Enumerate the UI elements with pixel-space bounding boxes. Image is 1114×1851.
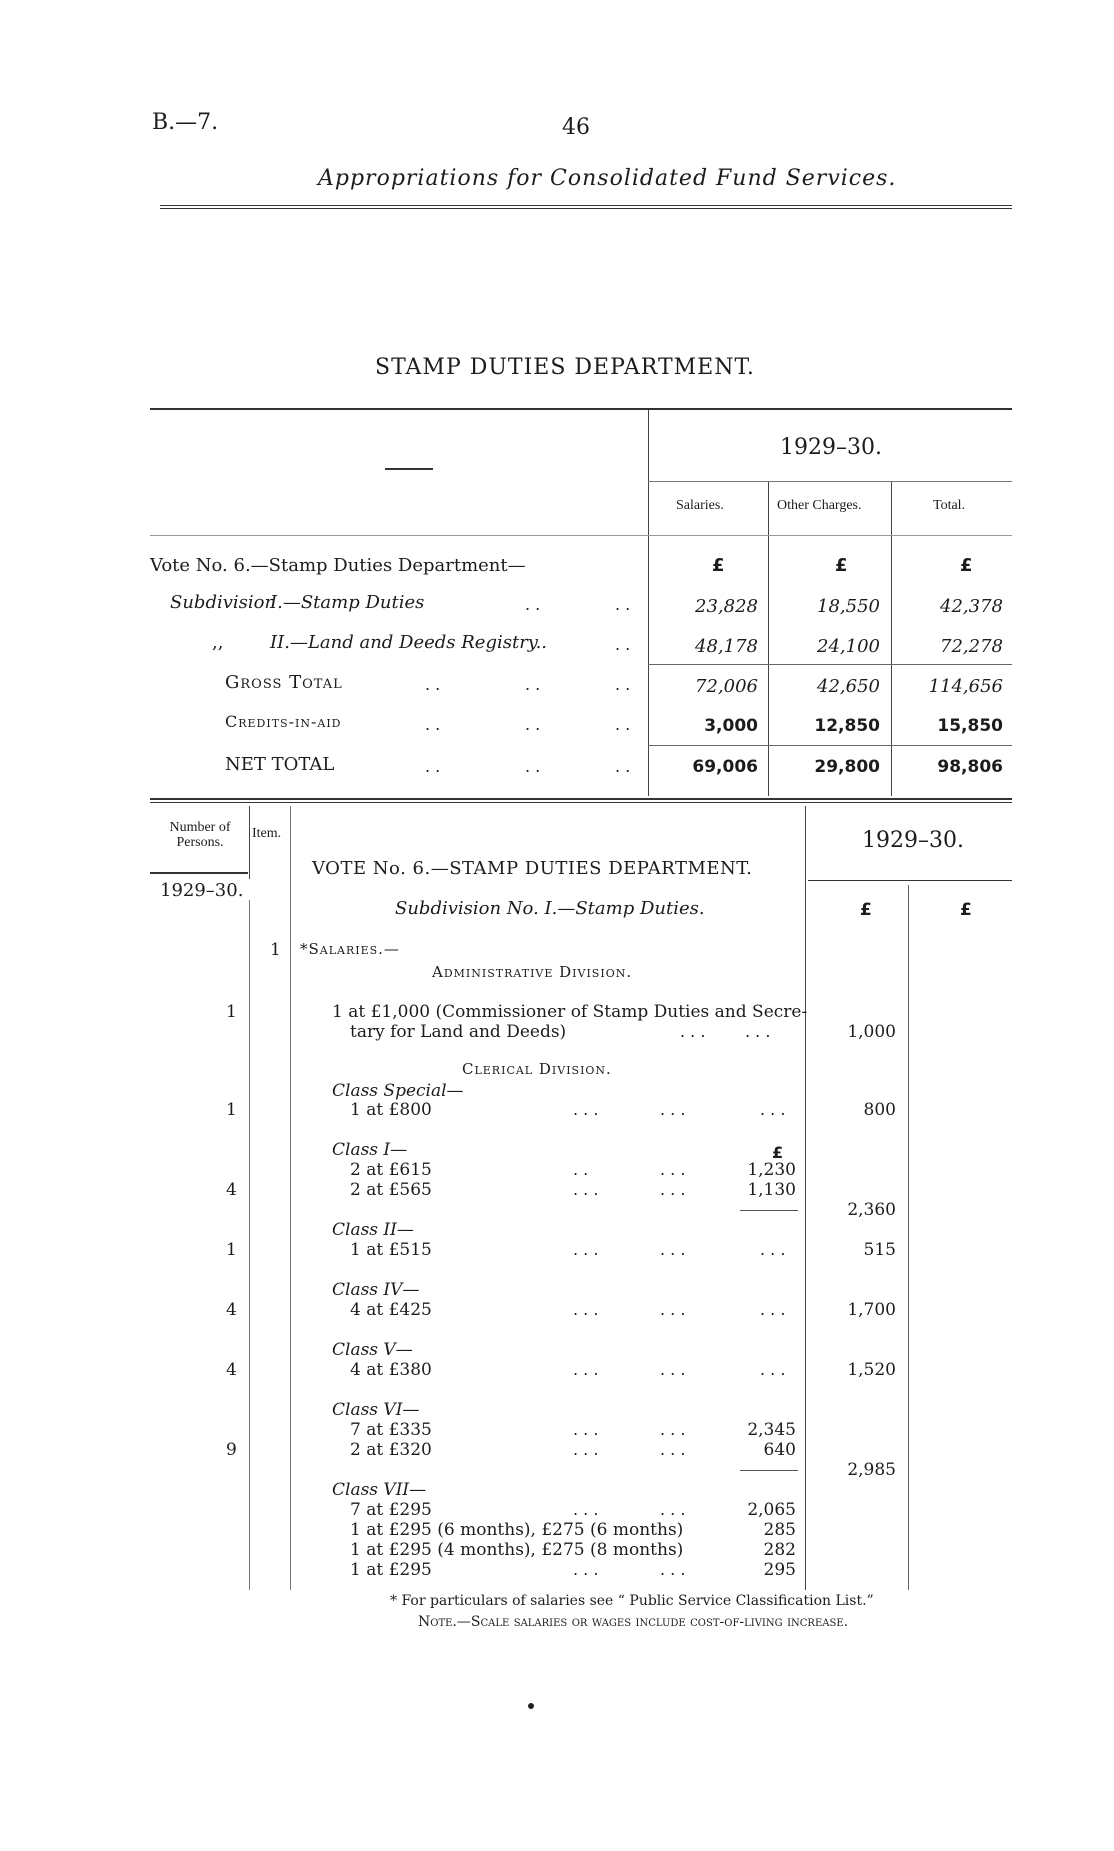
row-subdivision-2-label: II.—Land and Deeds Registry.. — [270, 632, 548, 653]
currency-salaries: £ — [712, 555, 725, 576]
col-header-salaries: Salaries. — [676, 498, 724, 513]
row-gross-total-label: Gross Total — [225, 672, 343, 693]
footnote-scale: Note.—Scale salaries or wages include cost-of-living increase. — [418, 1614, 849, 1630]
row-subdivision-1-label: I.—Stamp Duties — [270, 592, 425, 613]
commissioner-persons: 1 — [226, 1002, 237, 1022]
class-special-amount: 800 — [863, 1100, 896, 1120]
class-iv-name: Class IV— — [332, 1280, 420, 1300]
class-vi-line-1: 7 at £335 — [350, 1420, 432, 1440]
class-vii-line-1: 7 at £295 — [350, 1500, 432, 1520]
class-vi-line-2-sub: 640 — [763, 1440, 796, 1460]
class-i-line-2-sub: 1,130 — [747, 1180, 796, 1200]
commissioner-line-2: tary for Land and Deeds) — [350, 1022, 567, 1042]
class-vii-line-1-sub: 2,065 — [747, 1500, 796, 1520]
class-special-persons: 1 — [226, 1100, 237, 1120]
page-ref: B.—7. — [152, 110, 219, 135]
class-iv-persons: 4 — [226, 1300, 237, 1320]
commissioner-line-1: 1 at £1,000 (Commissioner of Stamp Duties and Secre- — [332, 1002, 808, 1022]
class-special-name: Class Special— — [332, 1081, 464, 1101]
class-i-persons: 4 — [226, 1180, 237, 1200]
class-special-line: 1 at £800 — [350, 1100, 432, 1120]
row-subdivision-1-other: 18,550 — [817, 596, 880, 617]
row-gross-total-salaries: 72,006 — [695, 676, 758, 697]
row-credits-salaries: 3,000 — [704, 716, 758, 736]
class-i-line-2: 2 at £565 — [350, 1180, 432, 1200]
item-number: 1 — [270, 940, 281, 960]
col-header-total: Total. — [933, 498, 966, 513]
class-vi-name: Class VI— — [332, 1400, 420, 1420]
class-iv-amount: 1,700 — [847, 1300, 896, 1320]
class-ii-name: Class II— — [332, 1220, 414, 1240]
row-subdivision-2-salaries: 48,178 — [695, 636, 758, 657]
row-subdivision-1-salaries: 23,828 — [695, 596, 758, 617]
currency-total: £ — [960, 555, 973, 576]
class-v-persons: 4 — [226, 1360, 237, 1380]
row-subdivision-1-prefix: Subdivision — [170, 592, 277, 613]
department-title: STAMP DUTIES DEPARTMENT. — [375, 355, 755, 380]
page-mark — [528, 1703, 534, 1709]
class-i-name: Class I— — [332, 1140, 408, 1160]
class-vii-name: Class VII— — [332, 1480, 427, 1500]
detail-currency-1: £ — [860, 900, 872, 920]
col-year-right: 1929–30. — [862, 828, 964, 853]
row-net-total-other: 29,800 — [814, 757, 880, 777]
vote-heading: VOTE No. 6.—STAMP DUTIES DEPARTMENT. — [312, 858, 753, 879]
detail-currency-2: £ — [960, 900, 972, 920]
vote-title: Vote No. 6.—Stamp Duties Department— — [150, 555, 526, 576]
class-vi-line-1-sub: 2,345 — [747, 1420, 796, 1440]
row-subdivision-1-total: 42,378 — [940, 596, 1003, 617]
class-vii-line-3: 1 at £295 (4 months), £275 (8 months) — [350, 1540, 684, 1560]
class-v-amount: 1,520 — [847, 1360, 896, 1380]
row-net-total-label: NET TOTAL — [225, 754, 335, 775]
col-number-of-persons: Number of Persons. — [169, 820, 231, 850]
class-vi-persons: 9 — [226, 1440, 237, 1460]
class-i-line-1-sub: 1,230 — [747, 1160, 796, 1180]
class-ii-amount: 515 — [863, 1240, 896, 1260]
class-v-line: 4 at £380 — [350, 1360, 432, 1380]
class-iv-line: 4 at £425 — [350, 1300, 432, 1320]
class-ii-line: 1 at £515 — [350, 1240, 432, 1260]
row-credits-other: 12,850 — [814, 716, 880, 736]
row-credits-label: Credits-in-aid — [225, 712, 342, 731]
row-gross-total-other: 42,650 — [817, 676, 880, 697]
class-vii-line-2-sub: 285 — [763, 1520, 796, 1540]
footnote-salaries: * For particulars of salaries see “ Public Service Classification List.” — [390, 1593, 874, 1609]
class-vi-line-2: 2 at £320 — [350, 1440, 432, 1460]
page-number: 46 — [562, 115, 590, 140]
class-vii-line-2: 1 at £295 (6 months), £275 (6 months) — [350, 1520, 684, 1540]
admin-division: Administrative Division. — [432, 963, 633, 981]
currency-other: £ — [835, 555, 848, 576]
class-vii-line-4-sub: 295 — [763, 1560, 796, 1580]
row-subdivision-2-total: 72,278 — [940, 636, 1003, 657]
row-gross-total-total: 114,656 — [928, 676, 1003, 697]
commissioner-amount: 1,000 — [847, 1022, 896, 1042]
summary-year: 1929–30. — [780, 435, 882, 460]
col-year-left: 1929–30. — [160, 880, 244, 901]
row-credits-total: 15,850 — [937, 716, 1003, 736]
class-i-sub-currency: £ — [772, 1143, 784, 1162]
salaries-heading: *Salaries.— — [300, 940, 400, 958]
class-i-line-1: 2 at £615 — [350, 1160, 432, 1180]
row-subdivision-2-other: 24,100 — [817, 636, 880, 657]
row-subdivision-2-prefix: ,, — [212, 632, 224, 653]
page-title: Appropriations for Consolidated Fund Services. — [318, 166, 897, 191]
class-ii-persons: 1 — [226, 1240, 237, 1260]
class-v-name: Class V— — [332, 1340, 413, 1360]
row-net-total-total: 98,806 — [937, 757, 1003, 777]
class-vii-line-4: 1 at £295 — [350, 1560, 432, 1580]
class-vii-line-3-sub: 282 — [763, 1540, 796, 1560]
col-header-other-charges: Other Charges. — [777, 498, 862, 513]
row-net-total-salaries: 69,006 — [692, 757, 758, 777]
class-vi-amount: 2,985 — [847, 1460, 896, 1480]
clerical-division: Clerical Division. — [462, 1060, 612, 1078]
subdivision-heading: Subdivision No. I.—Stamp Duties. — [395, 898, 705, 919]
class-i-amount: 2,360 — [847, 1200, 896, 1220]
col-item: Item. — [252, 826, 282, 841]
